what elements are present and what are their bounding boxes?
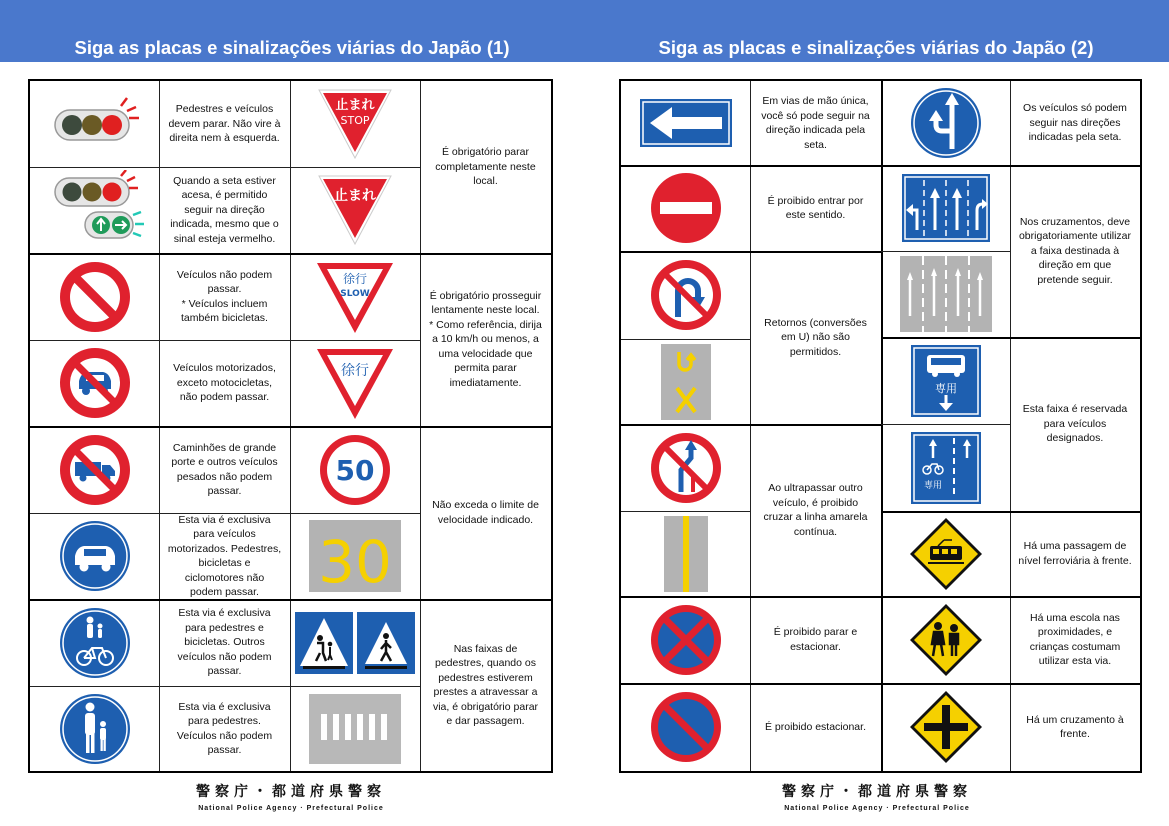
- row-1-text: Pedestres e veículos devem parar. Não vire à direita nem à esquerda.: [168, 103, 281, 145]
- no-parking-icon: [621, 683, 750, 771]
- traffic-light-arrow-icon: [30, 167, 159, 253]
- group-speed-text: Não exceda o limite de velocidade indicado.: [432, 499, 539, 526]
- no-trucks-icon: [30, 426, 159, 513]
- footer-left-jp: 警察庁・都道府県警察: [196, 784, 386, 800]
- row-3-text: Veículos não podem passar. * Veículos incluem também bicicletas.: [176, 268, 273, 324]
- l3-text: Retornos (conversões em U) não são permitidos.: [764, 316, 867, 358]
- row-5-text: Caminhões de grande porte e outros veículos pesados não podem passar.: [171, 441, 278, 497]
- group-stop-text: É obrigatório parar completamente neste local.: [435, 146, 536, 188]
- r5-text: Há uma escola nas proximidades, e crianças costumam utilizar esta via.: [1029, 611, 1121, 667]
- row-2-text: Quando a seta estiver acesa, é permitido seguir na direção indicada, mesmo que o sinal esteja vermelho.: [170, 174, 279, 245]
- footer-left: [161, 781, 421, 812]
- stop-sign-icon: [290, 81, 420, 167]
- stop-sign-plain-icon: [290, 167, 420, 253]
- bus-only-label: 専用: [934, 381, 957, 395]
- group-slow-text: É obrigatório prosseguir lentamente neste local. * Como referência, dirija a 10 km/h ou menos, a uma velocidade que permita parar imediatamente.: [429, 289, 542, 389]
- crossroads-warning-icon: [881, 683, 1010, 771]
- r2-text: Nos cruzamentos, deve obrigatoriamente utilizar a faixa destinada à direção em que pretende seguir.: [1018, 215, 1132, 286]
- r6-text: Há um cruzamento à frente.: [1026, 713, 1124, 740]
- page2-title: Siga as placas e sinalizações viárias do Japão (2): [658, 37, 1094, 58]
- pedestrians-bicycles-only-icon: [30, 599, 159, 686]
- signs-table-2: [619, 79, 1142, 773]
- crosswalk-marking-icon: [290, 686, 420, 771]
- yellow-line-marking-icon: [621, 511, 750, 596]
- row-8-text: Esta via é exclusiva para pedestres. Veículos não podem passar.: [176, 700, 273, 756]
- row-6-text: Esta via é exclusiva para veículos motorizados. Pedestres, bicicletas e ciclomotores não podem passar.: [167, 513, 282, 598]
- speed-50-label: 50: [335, 453, 375, 487]
- l6-text: É proibido estacionar.: [765, 720, 866, 733]
- r1-text: Os veículos só podem seguir nas direções indicadas pela seta.: [1023, 102, 1127, 144]
- speed-30-label: 30: [318, 528, 392, 594]
- bike-only-label: 専用: [923, 480, 942, 491]
- footer-left-en: National Police Agency · Prefectural Police: [198, 805, 384, 812]
- l2-text: É proibido entrar por este sentido.: [767, 194, 864, 221]
- l4-text: Ao ultrapassar outro veículo, é proibido cruzar a linha amarela contínua.: [763, 482, 868, 538]
- group-crosswalk-text: Nas faixas de pedestres, quando os pedestres estiverem prestes a atravessar a via, é obrigatório parar e dar passagem.: [432, 642, 539, 727]
- crosswalk-signs-icon: [290, 599, 420, 686]
- speed-limit-50-icon: [290, 426, 420, 513]
- row-4-text: Veículos motorizados, exceto motocicletas, não podem passar.: [173, 362, 276, 404]
- stop-jp-label: 止まれ: [335, 98, 375, 113]
- no-crossing-yellow-line-icon: [621, 424, 750, 511]
- designated-direction-icon: [881, 81, 1010, 165]
- l1-text: Em vias de mão única, você só pode seguir na direção indicada pela seta.: [761, 95, 870, 151]
- no-entry-icon: [621, 165, 750, 251]
- no-u-turn-icon: [621, 251, 750, 339]
- bus-only-lane-icon: [881, 337, 1010, 424]
- signs-table-1: [28, 79, 553, 773]
- l5-text: É proibido parar e estacionar.: [773, 626, 858, 653]
- bicycle-only-lane-icon: [881, 424, 1010, 511]
- lane-direction-marking-icon: [881, 251, 1010, 337]
- stop-jp-label-2: 止まれ: [334, 188, 376, 204]
- stop-en-label: STOP: [340, 114, 370, 127]
- road-marking-30-icon: [290, 513, 420, 599]
- no-motor-vehicles-icon: [30, 340, 159, 426]
- slow-sign-plain-icon: [290, 340, 420, 426]
- slow-en-label: SLOW: [340, 288, 370, 299]
- r3-text: Esta faixa é reservada para veículos designados.: [1022, 403, 1128, 445]
- footer-right: [747, 781, 1007, 812]
- slow-jp-label-2: 徐行: [341, 363, 369, 379]
- no-stopping-parking-icon: [621, 596, 750, 683]
- slow-jp-label: 徐行: [342, 271, 368, 286]
- footer-right-jp: 警察庁・都道府県警察: [782, 784, 972, 800]
- school-zone-warning-icon: [881, 596, 1010, 683]
- row-7-text: Esta via é exclusiva para pedestres e bicicletas. Outros veículos não podem passar.: [177, 607, 272, 678]
- one-way-arrow-icon: [621, 81, 750, 165]
- slow-sign-icon: [290, 253, 420, 340]
- pedestrians-only-icon: [30, 686, 159, 771]
- no-vehicles-icon: [30, 253, 159, 340]
- railroad-crossing-warning-icon: [881, 511, 1010, 596]
- traffic-light-red-icon: [30, 81, 159, 167]
- u-turn-marking-icon: [621, 339, 750, 424]
- footer-right-en: National Police Agency · Prefectural Police: [784, 805, 970, 812]
- page1-title: Siga as placas e sinalizações viárias do Japão (1): [74, 37, 510, 58]
- lane-direction-sign-icon: [881, 165, 1010, 251]
- motor-vehicles-only-icon: [30, 513, 159, 599]
- r4-text: Há uma passagem de nível ferroviária à frente.: [1018, 540, 1132, 567]
